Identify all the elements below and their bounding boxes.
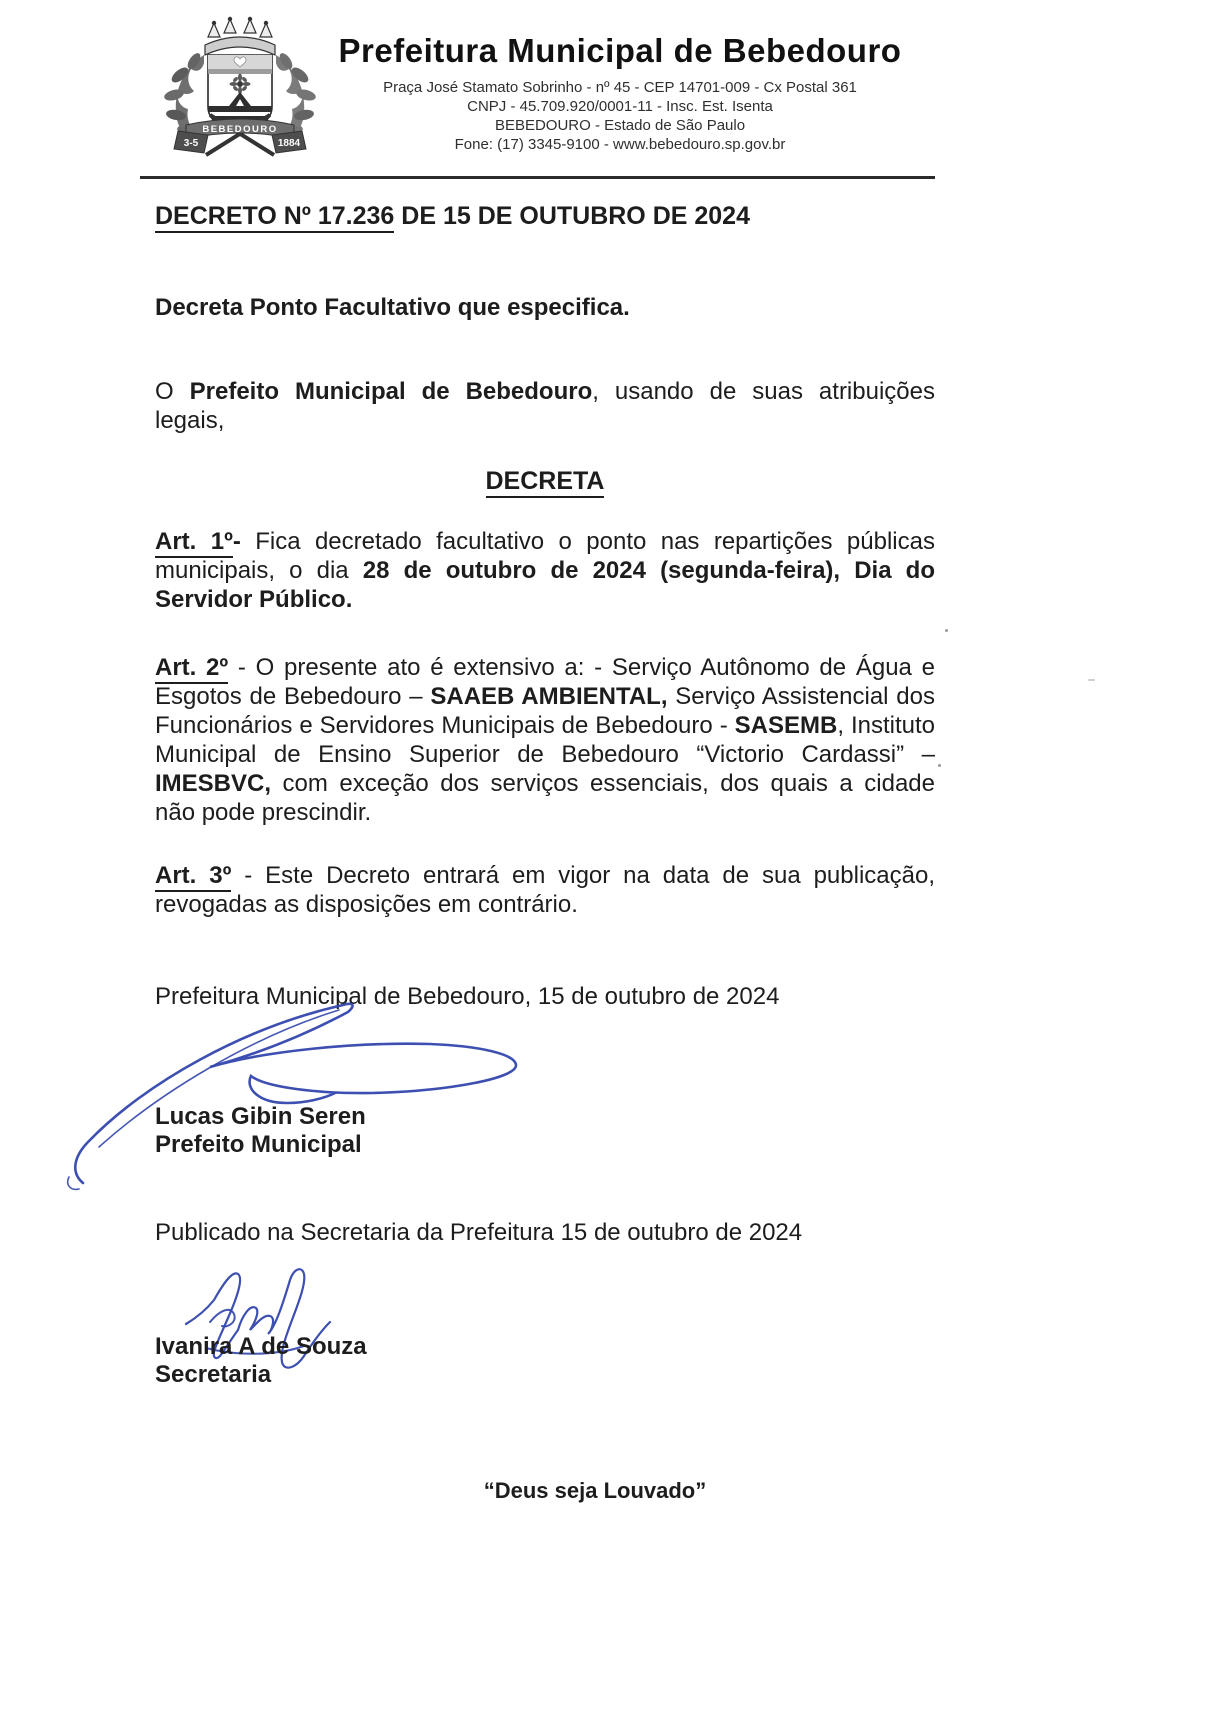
address-line-4: Fone: (17) 3345-9100 - www.bebedouro.sp.gov.br bbox=[454, 136, 786, 153]
mural-crown-icon bbox=[205, 17, 275, 55]
decree-date: DE 15 DE OUTUBRO DE 2024 bbox=[394, 202, 750, 230]
crest-banner-text: BEBEDOURO bbox=[202, 124, 278, 135]
header-divider bbox=[140, 176, 935, 179]
letterhead bbox=[300, 32, 940, 154]
crest-ribbon-right-text: 1884 bbox=[277, 138, 301, 149]
address-line-3: BEBEDOURO - Estado de São Paulo bbox=[494, 117, 746, 134]
scan-speck bbox=[945, 629, 948, 632]
article-1-bold-date: 28 de outubro de 2024 (segunda-feira), Dia do Servidor Público. bbox=[155, 557, 935, 613]
decree-number: DECRETO Nº 17.236 bbox=[155, 202, 394, 233]
decree-subject: Decreta Ponto Facultativo que especifica. bbox=[155, 294, 630, 321]
article-2 bbox=[155, 653, 935, 827]
article-2-sasemb: SASEMB bbox=[734, 712, 838, 739]
decreta-heading: DECRETA bbox=[155, 467, 935, 496]
signer-secretary bbox=[155, 1333, 935, 1389]
article-2-label: Art. 2º bbox=[155, 654, 228, 684]
scan-speck bbox=[938, 764, 941, 767]
secretary-name: Ivanira A de Souza bbox=[155, 1333, 367, 1360]
publication-line: Publicado na Secretaria da Prefeitura 15 de outubro de 2024 bbox=[155, 1219, 803, 1246]
mayor-signature bbox=[55, 915, 535, 1205]
preamble-rest: , usando de suas atribuições legais, bbox=[155, 378, 935, 434]
article-1-text: Fica decretado facultativo o ponto nas repartições públicas municipais, o dia bbox=[155, 528, 935, 584]
article-2-seg2: Serviço Assistencial dos Funcionários e Servidores Municipais de Bebedouro - bbox=[155, 683, 935, 739]
crest-ribbon-left-text: 3-5 bbox=[183, 138, 199, 149]
article-1 bbox=[155, 527, 935, 614]
footer-motto: “Deus seja Louvado” bbox=[483, 1478, 707, 1503]
decree-title bbox=[155, 202, 935, 231]
mayor-name: Lucas Gibin Seren bbox=[155, 1103, 366, 1130]
org-name: Prefeitura Municipal de Bebedouro bbox=[338, 32, 902, 69]
article-3 bbox=[155, 861, 935, 919]
mayor-role: Prefeito Municipal bbox=[155, 1131, 362, 1158]
preamble-authority: Prefeito Municipal de Bebedouro bbox=[189, 378, 593, 405]
address-line-1: Praça José Stamato Sobrinho - nº 45 - CEP 14701-009 - Cx Postal 361 bbox=[383, 79, 857, 96]
letterhead-address bbox=[300, 78, 940, 154]
article-2-seg3: , Instituto Municipal de Ensino Superior de Bebedouro “Victorio Cardassi” – bbox=[155, 712, 935, 768]
dateline: Prefeitura Municipal de Bebedouro, 15 de outubro de 2024 bbox=[155, 983, 780, 1010]
address-line-2: CNPJ - 45.709.920/0001-11 - Insc. Est. Isenta bbox=[467, 98, 773, 115]
article-2-saaeb: SAAEB AMBIENTAL, bbox=[430, 683, 668, 710]
article-3-text: - Este Decreto entrará em vigor na data de sua publicação, revogadas as disposições em contrário. bbox=[155, 862, 935, 918]
secretary-role: Secretaria bbox=[155, 1361, 272, 1388]
article-2-seg4: com exceção dos serviços essenciais, dos quais a cidade não pode prescindir. bbox=[155, 770, 935, 826]
article-3-label: Art. 3º bbox=[155, 862, 231, 892]
preamble bbox=[155, 377, 935, 435]
scan-speck bbox=[1088, 679, 1095, 681]
preamble-lead: O bbox=[155, 378, 190, 405]
article-1-label-dash: - bbox=[232, 528, 241, 555]
article-2-imesbvc: IMESBVC, bbox=[155, 770, 272, 797]
article-2-seg1: - O presente ato é extensivo a: - Serviço Autônomo de Água e Esgotos de Bebedouro – bbox=[155, 654, 935, 710]
signer-mayor bbox=[155, 1103, 935, 1159]
article-1-label: Art. 1º bbox=[155, 528, 233, 558]
